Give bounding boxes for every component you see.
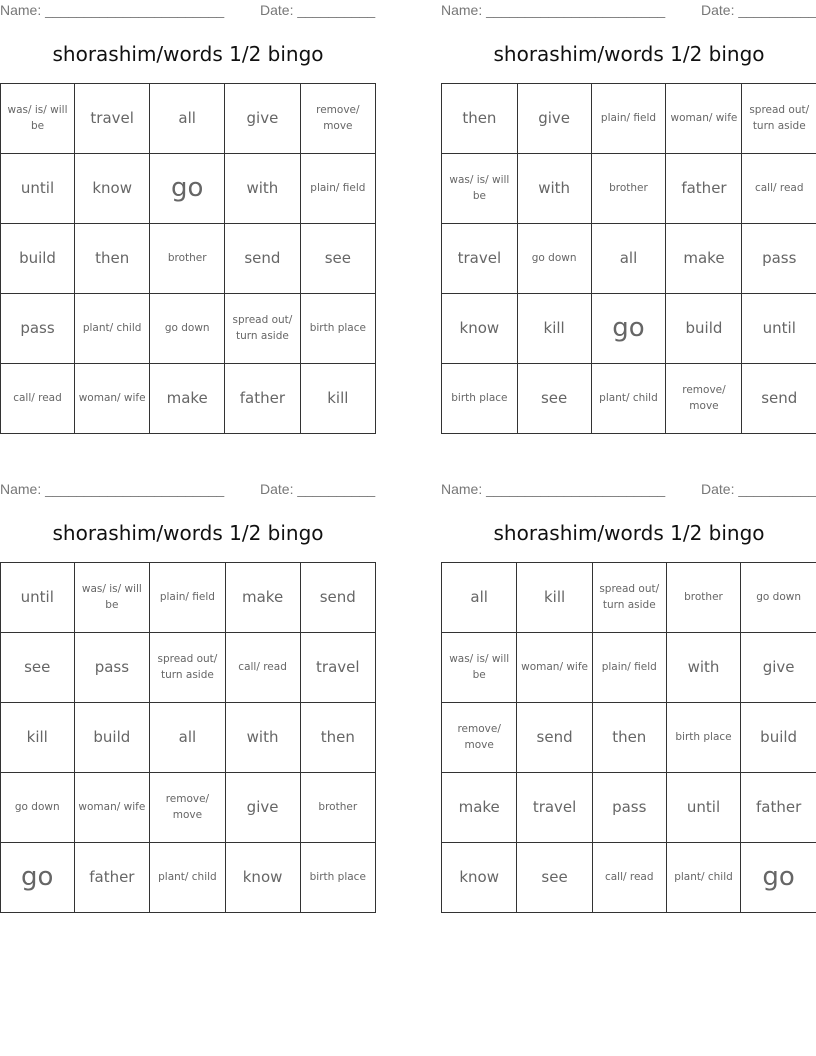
bingo-cell: pass: [742, 224, 816, 294]
bingo-cell: plain/ field: [591, 84, 666, 154]
bingo-cell: all: [150, 84, 225, 154]
bingo-cell: kill: [1, 703, 75, 773]
bingo-cell: make: [150, 364, 225, 434]
bingo-cell: build: [666, 294, 742, 364]
bingo-cell: all: [150, 703, 225, 773]
bingo-cell: go down: [1, 773, 75, 843]
bingo-cell: with: [225, 703, 300, 773]
bingo-cell: know: [75, 154, 150, 224]
bingo-cell: send: [225, 224, 301, 294]
bingo-cell: give: [225, 84, 301, 154]
bingo-cell: then: [442, 84, 518, 154]
card-title: shorashim/words 1/2 bingo: [52, 521, 324, 545]
bingo-grid: [0, 562, 376, 913]
bingo-cell: was/ is/ will be: [442, 633, 517, 703]
bingo-cell: until: [742, 294, 816, 364]
bingo-cell: pass: [74, 633, 150, 703]
bingo-cell: then: [300, 703, 375, 773]
grid-row: [1, 703, 376, 773]
bingo-cell: birth place: [442, 364, 518, 434]
bingo-cell: until: [1, 563, 75, 633]
name-line: Name: _______________________: [0, 2, 225, 18]
bingo-cell: go down: [150, 294, 225, 364]
bingo-cell: all: [591, 224, 666, 294]
grid-row: [442, 224, 816, 294]
bingo-cell: brother: [666, 563, 741, 633]
bingo-cell: go down: [517, 224, 591, 294]
bingo-cell: father: [666, 154, 742, 224]
card-title: shorashim/words 1/2 bingo: [52, 42, 324, 66]
bingo-cell: with: [517, 154, 591, 224]
bingo-cell: brother: [150, 224, 225, 294]
bingo-cell: plant/ child: [666, 843, 741, 913]
bingo-cell: birth place: [666, 703, 741, 773]
card-title: shorashim/words 1/2 bingo: [493, 42, 765, 66]
bingo-cell: birth place: [300, 843, 375, 913]
name-line: Name: _______________________: [441, 2, 666, 18]
grid-row: [442, 703, 816, 773]
bingo-cell: kill: [517, 563, 592, 633]
bingo-cell: with: [225, 154, 301, 224]
bingo-cell: send: [742, 364, 816, 434]
date-line: Date: __________: [701, 2, 816, 18]
bingo-cell: send: [517, 703, 592, 773]
name-line: Name: _______________________: [0, 481, 225, 497]
grid-row: [1, 84, 376, 154]
card-header: [0, 479, 376, 501]
bingo-cell: plain/ field: [150, 563, 225, 633]
bingo-cell: father: [225, 364, 301, 434]
card-header: [441, 479, 816, 501]
bingo-cell: was/ is/ will be: [74, 563, 150, 633]
card-header: [0, 0, 376, 22]
bingo-cell: kill: [517, 294, 591, 364]
bingo-cell: call/ read: [225, 633, 300, 703]
bingo-grid: [441, 83, 816, 434]
bingo-cell: spread out/ turn aside: [592, 563, 666, 633]
bingo-cell: woman/ wife: [75, 364, 150, 434]
bingo-cell: remove/ move: [150, 773, 225, 843]
bingo-cell: remove/ move: [300, 84, 375, 154]
bingo-card-1: [0, 0, 376, 407]
bingo-cell: build: [741, 703, 816, 773]
bingo-cell: plant/ child: [75, 294, 150, 364]
bingo-cell: plain/ field: [300, 154, 375, 224]
bingo-card-2: [441, 0, 816, 412]
bingo-cell: make: [666, 224, 742, 294]
grid-row: [1, 633, 376, 703]
bingo-cell: remove/ move: [666, 364, 742, 434]
date-line: Date: __________: [260, 481, 376, 497]
bingo-grid: [0, 83, 376, 434]
grid-row: [1, 224, 376, 294]
bingo-cell: birth place: [300, 294, 375, 364]
bingo-cell: see: [300, 224, 375, 294]
bingo-cell: travel: [300, 633, 375, 703]
bingo-cell: was/ is/ will be: [442, 154, 518, 224]
bingo-cell: then: [75, 224, 150, 294]
card-title: shorashim/words 1/2 bingo: [493, 521, 765, 545]
bingo-card-3: [0, 479, 376, 892]
grid-row: [442, 154, 816, 224]
grid-row: [1, 154, 376, 224]
bingo-cell: plant/ child: [150, 843, 225, 913]
bingo-cell: brother: [591, 154, 666, 224]
bingo-cell: make: [225, 563, 300, 633]
bingo-cell: call/ read: [1, 364, 75, 434]
bingo-cell: plant/ child: [591, 364, 666, 434]
bingo-cell: go: [741, 843, 816, 913]
bingo-cell: father: [741, 773, 816, 843]
bingo-cell: travel: [75, 84, 150, 154]
bingo-cell: father: [74, 843, 150, 913]
bingo-cell: remove/ move: [442, 703, 517, 773]
bingo-card-4: [441, 479, 816, 892]
bingo-cell: kill: [300, 364, 375, 434]
bingo-cell: see: [1, 633, 75, 703]
bingo-cell: know: [442, 843, 517, 913]
bingo-cell: make: [442, 773, 517, 843]
bingo-cell: was/ is/ will be: [1, 84, 75, 154]
bingo-cell: brother: [300, 773, 375, 843]
bingo-cell: give: [517, 84, 591, 154]
bingo-cell: go: [150, 154, 225, 224]
grid-row: [442, 294, 816, 364]
bingo-grid: [441, 562, 816, 913]
bingo-cell: until: [666, 773, 741, 843]
grid-row: [1, 563, 376, 633]
bingo-cell: send: [300, 563, 375, 633]
bingo-cell: see: [517, 843, 592, 913]
bingo-cell: travel: [517, 773, 592, 843]
grid-row: [442, 843, 816, 913]
bingo-cell: build: [74, 703, 150, 773]
bingo-cell: then: [592, 703, 666, 773]
grid-row: [1, 364, 376, 434]
bingo-cell: travel: [442, 224, 518, 294]
bingo-cell: until: [1, 154, 75, 224]
grid-row: [1, 843, 376, 913]
grid-row: [442, 563, 816, 633]
grid-row: [442, 364, 816, 434]
name-line: Name: _______________________: [441, 481, 666, 497]
bingo-cell: know: [225, 843, 300, 913]
bingo-cell: build: [1, 224, 75, 294]
card-header: [441, 0, 816, 22]
bingo-cell: with: [666, 633, 741, 703]
bingo-cell: go: [1, 843, 75, 913]
bingo-cell: woman/ wife: [74, 773, 150, 843]
bingo-cell: call/ read: [742, 154, 816, 224]
bingo-cell: call/ read: [592, 843, 666, 913]
grid-row: [442, 84, 816, 154]
bingo-cell: give: [741, 633, 816, 703]
bingo-cell: all: [442, 563, 517, 633]
bingo-cell: give: [225, 773, 300, 843]
bingo-cell: go: [591, 294, 666, 364]
bingo-cell: know: [442, 294, 518, 364]
grid-row: [442, 773, 816, 843]
bingo-cell: see: [517, 364, 591, 434]
bingo-cell: woman/ wife: [666, 84, 742, 154]
bingo-cell: pass: [592, 773, 666, 843]
bingo-cell: spread out/ turn aside: [150, 633, 225, 703]
grid-row: [442, 633, 816, 703]
grid-row: [1, 773, 376, 843]
date-line: Date: __________: [260, 2, 376, 18]
date-line: Date: __________: [701, 481, 816, 497]
grid-row: [1, 294, 376, 364]
bingo-cell: spread out/ turn aside: [225, 294, 301, 364]
bingo-cell: pass: [1, 294, 75, 364]
bingo-cell: spread out/ turn aside: [742, 84, 816, 154]
bingo-cell: woman/ wife: [517, 633, 592, 703]
bingo-cell: plain/ field: [592, 633, 666, 703]
bingo-cell: go down: [741, 563, 816, 633]
